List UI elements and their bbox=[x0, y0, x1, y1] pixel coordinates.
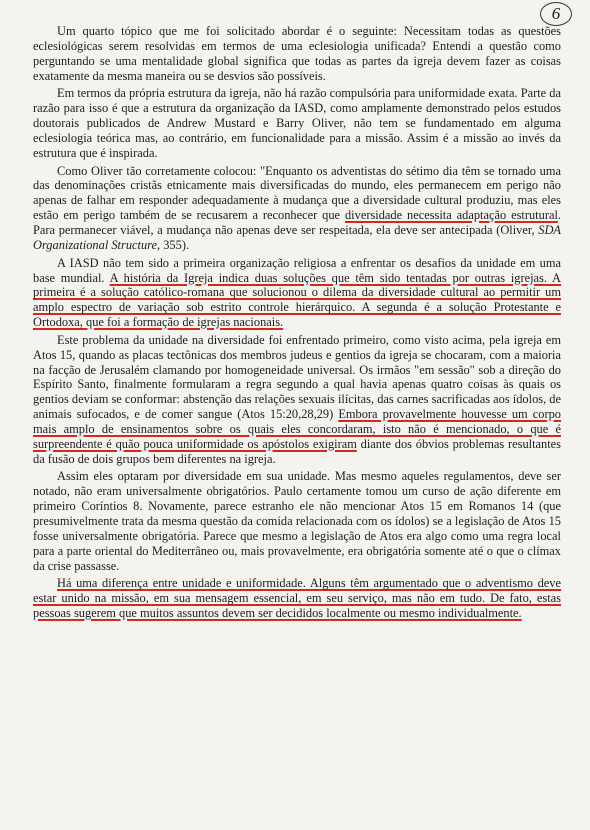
paragraph-text: Assim eles optaram por diversidade em sua unidade. Mas mesmo aqueles regulamentos, deve ser notado, não eram universalmente obrigatórios. Paulo certamente tomou um curso de ação diferente em primeiro Coríntios 8. Novamente, parece estranho ele não mencionar Atos 15 em Romanos 14 (que presumivelmente trata da mesma questão da comida relacionada com os ídolos) se a legislação de Atos 15 fosse universalmente obrigatória. Parece que mesmo a legislação de Atos era algo como uma regra local para a parte oriental do Mediterrâneo ou, mais provavelmente, era obrigatória somente até o que o clímax da crise passasse. bbox=[33, 469, 561, 573]
paragraph bbox=[33, 256, 561, 330]
paragraph-text: Um quarto tópico que me foi solicitado abordar é o seguinte: Necessitam todas as questões eclesiológicas serem resolvidas em termos de uma eclesiologia unificada? Entendi a questão como perguntando se uma mentalidade global significa que todas as partes da igreja devem fazer as coisas exatamente da mesma maneira ou se desvios são possíveis. bbox=[33, 24, 561, 83]
page-number: 6 bbox=[540, 2, 572, 26]
paragraph bbox=[33, 164, 561, 253]
highlighted-text: Há uma diferença entre unidade e uniformidade. Alguns têm argumentado que o adventismo deve estar unido na missão, em sua mensagem essencial, em seu serviço, mas não em tudo. De fato, estas pessoas sugerem que muitos assuntos devem ser decididos localmente ou mesmo individualmente. bbox=[33, 576, 561, 621]
paragraph-text: , 355). bbox=[157, 237, 190, 252]
paragraph-text: SDA Organizational Structure bbox=[33, 222, 561, 252]
highlighted-text: Embora provavelmente houvesse um corpo mais amplo de ensinamentos sobre os quais eles concordaram, isto não é mencionado, o que é surpreendente é quão pouca uniformidade os apóstolos exigiram bbox=[33, 407, 561, 451]
paragraph-text: . Para permanecer viável, a mudança não apenas deve ser respeitada, ela deve ser antecipada (Oliver, bbox=[33, 208, 561, 237]
paragraph-text: A IASD não tem sido a primeira organização religiosa a enfrentar os desafios da unidade em uma base mundial. bbox=[33, 255, 561, 285]
document-body bbox=[33, 24, 561, 623]
paragraph bbox=[33, 469, 561, 573]
paragraph bbox=[33, 86, 561, 160]
highlighted-text: A história da Igreja indica duas soluções que têm sido tentadas por outras igrejas. A primeira é a solução católico-romana que solucionou o dilema da diversidade cultural ao permitir um amplo espectro de variação sob estrito controle hierárquico. A segunda é a solução Protestante e Ortodoxa, que foi a formação de igrejas nacionais. bbox=[33, 270, 562, 330]
paragraph-text: Como Oliver tão corretamente colocou: "Enquanto os adventistas do sétimo dia têm se tornado uma das denominações cristãs etnicamente mais diversificadas do mundo, eles permanecem em perigo não apenas de falhar em responder adequadamente à mudança que a diversidade cultural produziu, mas eles estão em perigo também de se recusarem a reconhecer que bbox=[33, 163, 561, 223]
paragraph bbox=[33, 24, 561, 83]
paragraph-text: Este problema da unidade na diversidade foi enfrentado primeiro, como visto acima, pela igreja em Atos 15, quando as placas tectônicas dos membros judeus e gentios da igreja se chocaram, com a maioria na facção de Jerusalém clamando por homogeneidade universal. Os irmãos "em sessão" sob a direção do Espírito Santo, finalmente formularam a regra segundo a qual havia apenas quatro coisas às quais os gentios deviam se conformar: abstenção das relações sexuais ilícitas, das carnes sacrificadas aos ídolos, de animais sufocados, e de comer sangue (Atos 15:20,28,29) bbox=[33, 332, 561, 422]
paragraph bbox=[33, 333, 561, 467]
highlighted-text: diversidade necessita adaptação estrutural bbox=[344, 208, 558, 223]
paragraph bbox=[33, 576, 561, 621]
paragraph-text: Em termos da própria estrutura da igreja, não há razão compulsória para uniformidade exata. Parte da razão para isso é que a estrutura da organização da IASD, como amplamente demonstrado pelos estudos doutorais publicados de Andrew Mustard e Barry Oliver, não tem se fundamentado em alguma eclesiologia teórica mas, ao contrário, em funcionalidade para a missão. Assim é a missão ao invés da estrutura que é inspirada. bbox=[33, 86, 561, 160]
paragraph-text: diante dos óbvios problemas resultantes da fusão de dois grupos bem diferentes na igreja. bbox=[33, 436, 561, 466]
